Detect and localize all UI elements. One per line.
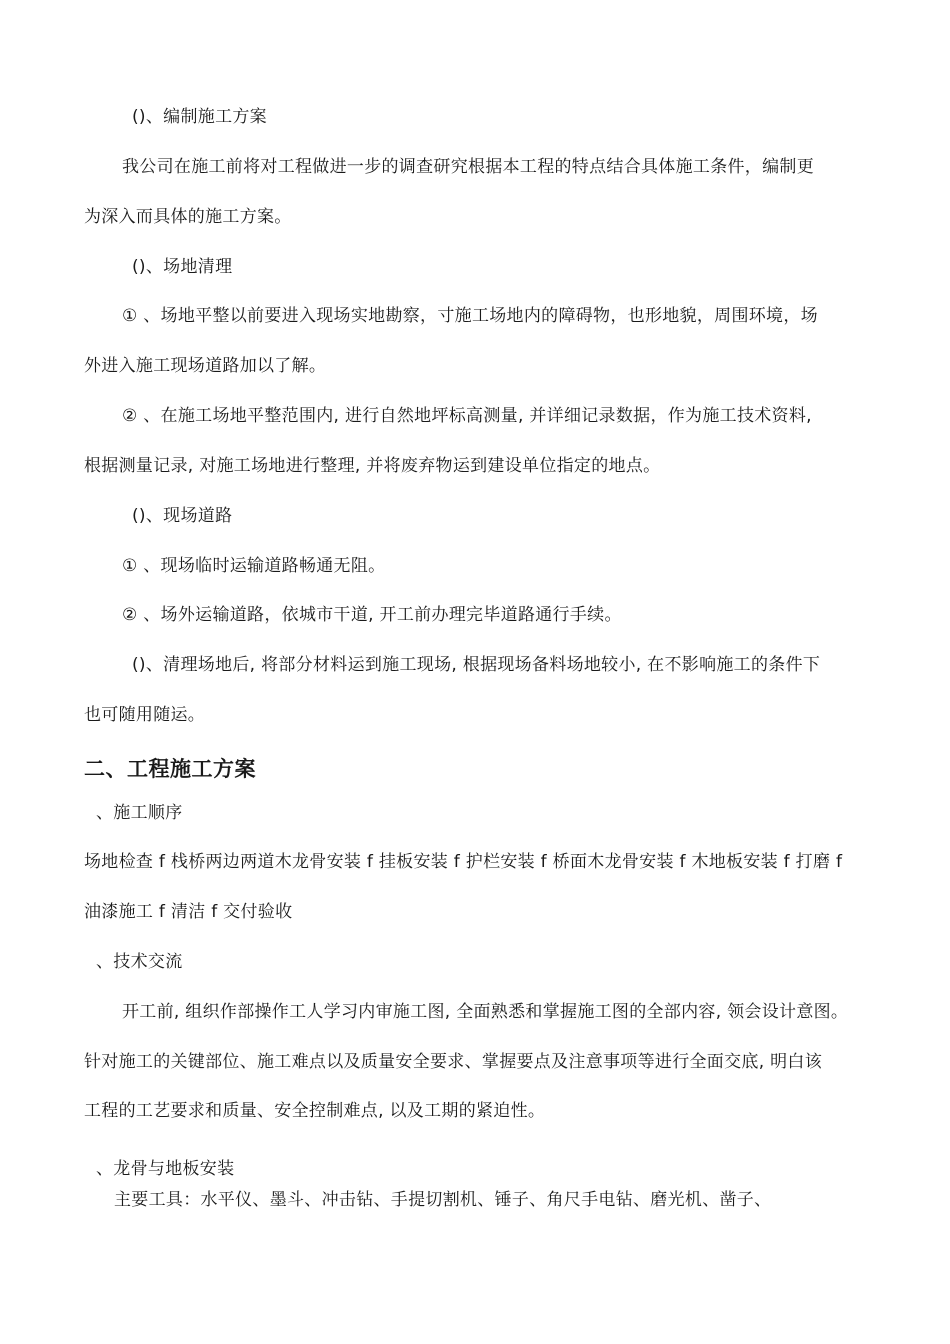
- subheading-construction-order: 、施工顺序: [96, 803, 183, 823]
- paragraph-line: 工程的工艺要求和质量、安全控制难点, 以及工期的紧迫性。: [84, 1101, 546, 1121]
- paragraph-line: 主要工具：水平仪、墨斗、冲击钻、手提切割机、锤子、角尺手电钻、磨光机、凿子、: [114, 1190, 772, 1210]
- list-item: ② 、场外运输道路，依城市干道, 开工前办理完毕道路通行手续。: [122, 605, 622, 625]
- section-heading: 二、工程施工方案: [84, 757, 256, 781]
- subheading-plan: ()、编制施工方案: [132, 107, 267, 127]
- subheading-technical-exchange: 、技术交流: [96, 952, 183, 972]
- list-item: ① 、场地平整以前要进入现场实地勘察，寸施工场地内的障碍物，也形地貌，周围环境，场: [122, 306, 818, 326]
- list-item: ② 、在施工场地平整范围内, 进行自然地坪标高测量, 并详细记录数据，作为施工技术资料,: [122, 406, 812, 426]
- list-item: ① 、现场临时运输道路畅通无阻。: [122, 556, 386, 576]
- paragraph-line: 油漆施工 f 清洁 f 交付验收: [84, 902, 293, 922]
- paragraph-line: 外进入施工现场道路加以了解。: [84, 356, 327, 376]
- paragraph-line: 也可随用随运。: [84, 705, 206, 725]
- subheading-site-road: ()、现场道路: [132, 506, 233, 526]
- paragraph-line: 针对施工的关键部位、施工难点以及质量安全要求、掌握要点及注意事项等进行全面交底, 明白该: [84, 1052, 823, 1072]
- paragraph-line: 我公司在施工前将对工程做进一步的调查研究根据本工程的特点结合具体施工条件，编制更: [122, 157, 814, 177]
- paragraph-line: 为深入而具体的施工方案。: [84, 207, 292, 227]
- paragraph-line: ()、清理场地后, 将部分材料运到施工现场, 根据现场备料场地较小, 在不影响施工的条件下: [132, 655, 821, 675]
- subheading-keel-floor: 、龙骨与地板安装: [96, 1159, 235, 1179]
- paragraph-line: 根据测量记录, 对施工场地进行整理, 并将废弃物运到建设单位指定的地点。: [84, 456, 661, 476]
- subheading-site-clearing: ()、场地清理: [132, 257, 233, 277]
- paragraph-line: 场地检查 f 栈桥两边两道木龙骨安装 f 挂板安装 f 护栏安装 f 桥面木龙骨安装 f 木地板安装 f 打磨 f: [84, 852, 843, 872]
- paragraph-line: 开工前, 组织作部操作工人学习内审施工图, 全面熟悉和掌握施工图的全部内容, 领会设计意图。: [122, 1002, 849, 1022]
